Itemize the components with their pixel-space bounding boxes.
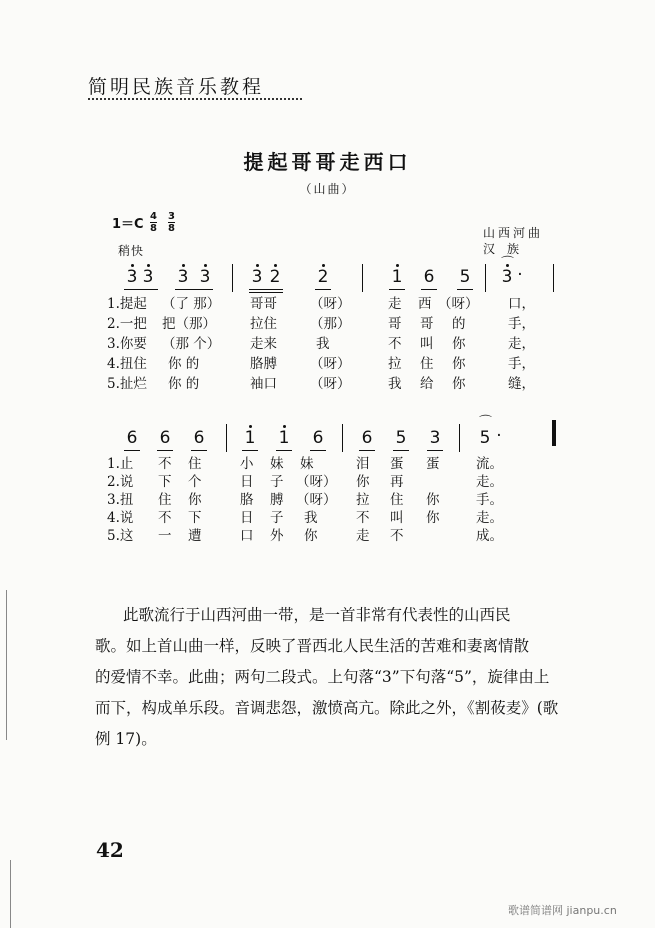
barline xyxy=(362,264,363,292)
lyric: 你 xyxy=(452,356,466,372)
lyric: 哥 xyxy=(420,316,434,332)
fermata-icon: ⌒ xyxy=(479,415,493,430)
lyric: 走， xyxy=(508,336,535,352)
lyric: 住 xyxy=(390,492,404,508)
lyric: 4.说 xyxy=(107,510,134,526)
note: 5 xyxy=(479,428,491,448)
lyric: 你 xyxy=(452,376,466,392)
lyric: 胳 xyxy=(240,492,254,508)
lyric: 蛋 xyxy=(426,456,440,472)
lyric: 拉 xyxy=(356,492,370,508)
lyric: 日 xyxy=(240,510,254,526)
lyric: 袖口 xyxy=(250,376,277,392)
note: 3 xyxy=(126,267,138,287)
lyric: （呀） xyxy=(438,296,479,312)
note: 5 xyxy=(459,267,471,287)
barline xyxy=(553,264,554,292)
watermark: 歌谱简谱网 jianpu.cn xyxy=(508,904,617,917)
note: 6 xyxy=(193,428,205,448)
beam xyxy=(124,289,158,290)
beam xyxy=(427,450,443,451)
beam xyxy=(276,450,292,451)
lyric: 成。 xyxy=(476,528,503,544)
note-dot: · xyxy=(496,426,502,446)
lyric: 小 xyxy=(240,456,254,472)
time-signature-1 xyxy=(150,211,157,234)
note: 3 xyxy=(429,428,441,448)
lyric: 手。 xyxy=(476,492,503,508)
lyric: 缝， xyxy=(508,376,535,392)
note: 1 xyxy=(244,428,256,448)
lyric: 口 xyxy=(240,528,254,544)
beam xyxy=(457,289,473,290)
octave-dot xyxy=(182,264,185,267)
source-people: 汉族 xyxy=(483,242,532,256)
lyric: 日 xyxy=(240,474,254,490)
octave-dot xyxy=(249,425,252,428)
note: 3 xyxy=(251,267,263,287)
scan-edge-mark xyxy=(6,590,7,740)
lyric: 1.提起 xyxy=(107,296,147,312)
note: 2 xyxy=(317,267,329,287)
lyric: 外 xyxy=(270,528,284,544)
lyric: 子 xyxy=(270,474,284,490)
note: 6 xyxy=(159,428,171,448)
lyric: 手， xyxy=(508,316,535,332)
note: 3 xyxy=(177,267,189,287)
song-subtitle: （山曲） xyxy=(299,182,356,196)
lyric: 3.扭 xyxy=(107,492,134,508)
lyric: 妹 xyxy=(300,456,314,472)
lyric: 哥哥 xyxy=(250,296,277,312)
lyric: 西 xyxy=(418,296,432,312)
note: 3 xyxy=(199,267,211,287)
book-header: 简明民族音乐教程 xyxy=(88,76,265,98)
scan-edge-mark xyxy=(10,860,11,928)
lyric: 子 xyxy=(270,510,284,526)
fermata-icon: ⌒ xyxy=(501,256,515,271)
lyric: （呀） xyxy=(296,492,337,508)
lyric: 一 xyxy=(158,528,172,544)
lyric: 下 xyxy=(158,474,172,490)
beam xyxy=(157,450,173,451)
lyric: 你 xyxy=(188,492,202,508)
lyric: 不 xyxy=(388,336,402,352)
octave-dot xyxy=(396,264,399,267)
paragraph-line: 而下，构成单乐段。音调悲怨，激愤高亢。除此之外，《割莜麦》(歌 xyxy=(95,699,559,717)
note: 5 xyxy=(395,428,407,448)
beam xyxy=(393,450,409,451)
barline xyxy=(485,264,486,292)
lyric: 走。 xyxy=(476,510,503,526)
lyric: 胳膊 xyxy=(250,356,277,372)
lyric: 走 xyxy=(388,296,402,312)
lyric: 给 xyxy=(420,376,434,392)
tempo-marking: 稍快 xyxy=(118,244,145,258)
lyric: 的 xyxy=(452,316,466,332)
lyric: 不 xyxy=(390,528,404,544)
barline xyxy=(459,424,460,452)
note: 6 xyxy=(126,428,138,448)
note: 1 xyxy=(391,267,403,287)
lyric: 你 xyxy=(304,528,318,544)
octave-dot xyxy=(147,264,150,267)
beam xyxy=(421,289,437,290)
lyric: 走。 xyxy=(476,474,503,490)
lyric: 3.你要 xyxy=(107,336,147,352)
paragraph-line: 的爱情不幸。此曲；两句二段式。上句落“3”下句落“5”，旋律由上 xyxy=(95,668,550,686)
note: 3 xyxy=(501,267,513,287)
lyric: 走 xyxy=(356,528,370,544)
beam xyxy=(389,289,405,290)
note: 3 xyxy=(142,267,154,287)
paragraph-line: 歌。如上首山曲一样，反映了晋西北人民生活的苦难和妻离情散 xyxy=(95,637,530,655)
lyric: 哥 xyxy=(388,316,402,332)
octave-dot xyxy=(131,264,134,267)
note: 2 xyxy=(269,267,281,287)
barline xyxy=(342,424,343,452)
lyric: 你 xyxy=(452,336,466,352)
octave-dot xyxy=(274,264,277,267)
paragraph-line: 此歌流行于山西河曲一带，是一首非常有代表性的山西民 xyxy=(123,606,511,624)
octave-dot xyxy=(256,264,259,267)
lyric: （呀） xyxy=(296,474,337,490)
source-place: 山西河曲 xyxy=(483,226,544,240)
lyric: 叫 xyxy=(390,510,404,526)
lyric: 妹 xyxy=(270,456,284,472)
lyric: （了 那） xyxy=(162,296,221,312)
time-signature-2 xyxy=(168,211,175,234)
song-title: 提起哥哥走西口 xyxy=(243,150,412,174)
note-dot: · xyxy=(517,265,523,285)
lyric: （呀） xyxy=(310,296,351,312)
lyric: 我 xyxy=(316,336,330,352)
lyric: 蛋 xyxy=(390,456,404,472)
beam xyxy=(315,289,331,290)
lyric: 住 xyxy=(420,356,434,372)
lyric: 遭 xyxy=(188,528,202,544)
beam xyxy=(191,450,207,451)
lyric: （呀） xyxy=(310,356,351,372)
note: 1 xyxy=(278,428,290,448)
lyric: 你 xyxy=(356,474,370,490)
lyric: 不 xyxy=(158,510,172,526)
lyric: 叫 xyxy=(420,336,434,352)
note: 6 xyxy=(312,428,324,448)
lyric: 不 xyxy=(158,456,172,472)
lyric: 我 xyxy=(304,510,318,526)
beam xyxy=(310,450,326,451)
lyric: 我 xyxy=(388,376,402,392)
lyric: 再 xyxy=(390,474,404,490)
meter-bottom: 8 xyxy=(150,223,157,234)
lyric: 手， xyxy=(508,356,535,372)
lyric: 5.这 xyxy=(107,528,134,544)
lyric: 2.一把 xyxy=(107,316,147,332)
beam xyxy=(249,289,283,290)
lyric: 下 xyxy=(188,510,202,526)
lyric: 拉 xyxy=(388,356,402,372)
barline xyxy=(232,264,233,292)
lyric: 流。 xyxy=(476,456,503,472)
beam xyxy=(242,450,258,451)
meter-top: 3 xyxy=(168,211,175,222)
octave-dot xyxy=(204,264,207,267)
lyric: 5.扯烂 xyxy=(107,376,147,392)
paragraph-line: 例 17)。 xyxy=(95,730,157,748)
lyric: 你 的 xyxy=(168,376,200,392)
lyric: 2.说 xyxy=(107,474,134,490)
lyric: （呀） xyxy=(310,376,351,392)
lyric: 你 的 xyxy=(168,356,200,372)
meter-top: 4 xyxy=(150,211,157,222)
lyric: 口， xyxy=(508,296,535,312)
lyric: 住 xyxy=(188,456,202,472)
lyric: 4.扭住 xyxy=(107,356,147,372)
beam xyxy=(249,292,283,293)
lyric: （那 个） xyxy=(162,336,221,352)
lyric: 住 xyxy=(158,492,172,508)
final-barline xyxy=(552,420,556,446)
lyric: 不 xyxy=(356,510,370,526)
header-rule xyxy=(88,98,302,100)
lyric: 你 xyxy=(426,510,440,526)
lyric: 把（那） xyxy=(162,316,216,332)
commentary-paragraph xyxy=(95,600,575,755)
barline xyxy=(226,424,227,452)
note: 6 xyxy=(361,428,373,448)
lyric: 1.止 xyxy=(107,456,134,472)
lyric: 泪 xyxy=(356,456,370,472)
octave-dot xyxy=(322,264,325,267)
beam xyxy=(359,450,375,451)
lyric: 你 xyxy=(426,492,440,508)
lyric: 膊 xyxy=(270,492,284,508)
lyric: 个 xyxy=(188,474,202,490)
note: 6 xyxy=(423,267,435,287)
key-signature: 1＝C xyxy=(112,217,144,232)
lyric: （那） xyxy=(310,316,351,332)
lyric: 拉住 xyxy=(250,316,277,332)
octave-dot xyxy=(283,425,286,428)
meter-bottom: 8 xyxy=(168,223,175,234)
page-number: 42 xyxy=(96,838,124,862)
beam xyxy=(124,450,140,451)
lyric: 走来 xyxy=(250,336,277,352)
beam xyxy=(175,289,213,290)
